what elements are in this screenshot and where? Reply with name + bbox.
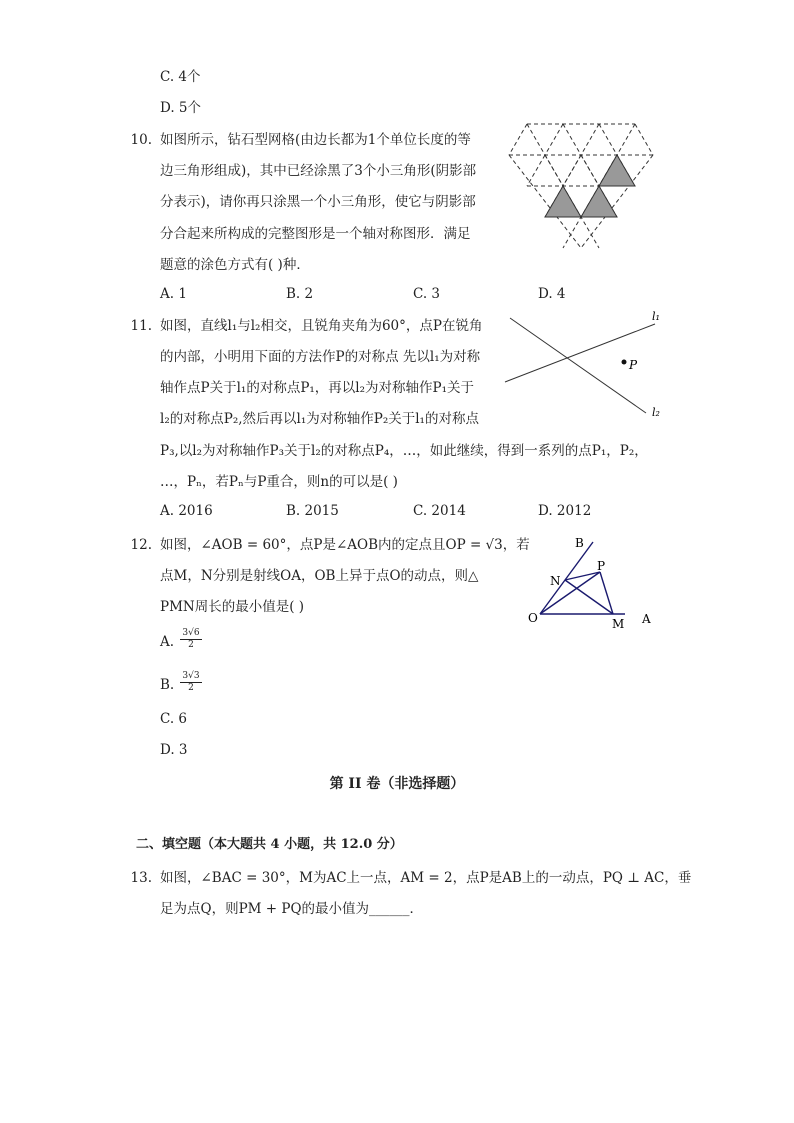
question-11-line-3: 轴作点P关于l₁的对称点P₁，再以l₂为对称轴作P₁关于 (160, 380, 475, 396)
question-12-option-a-fraction (180, 628, 202, 650)
label-b: B (575, 536, 584, 550)
question-12-option-b-label[interactable]: B. (160, 677, 175, 693)
question-11-line-1: 如图，直线l₁与l₂相交，且锐角夹角为60°，点P在锐角 (160, 318, 483, 334)
question-10-line-3: 分表示)，请你再只涂黑一个小三角形，使它与阴影部 (160, 194, 476, 210)
label-l2: l₂ (652, 406, 660, 419)
question-13-number: 13. (130, 870, 152, 886)
question-10-option-d[interactable]: D. 4 (538, 286, 566, 302)
option-d-prev: D. 5个 (160, 100, 202, 116)
question-10-option-c[interactable]: C. 3 (413, 286, 441, 302)
question-10-line-4: 分合起来所构成的完整图形是一个轴对称图形．满足 (160, 226, 471, 242)
question-11-line-5: P₃,以l₂为对称轴作P₃关于l₂的对称点P₄，…，如此继续，得到一系列的点P₁，P₂， (160, 443, 648, 459)
question-11-number: 11. (130, 318, 152, 334)
question-12-line-1: 如图，∠AOB = 60°，点P是∠AOB内的定点且OP = √3，若 (160, 537, 530, 553)
question-13-line-2: 足为点Q，则PM + PQ的最小值为______． (160, 901, 424, 917)
label-p: P (629, 358, 638, 372)
fraction-b-numerator: 3√3 (180, 671, 202, 683)
question-12-number: 12. (130, 537, 152, 553)
diamond-grid-figure (500, 120, 660, 255)
question-12-option-c[interactable]: C. 6 (160, 711, 188, 727)
question-11-option-a[interactable]: A. 2016 (160, 503, 213, 519)
question-10-line-5: 题意的涂色方式有( )种． (160, 257, 310, 273)
fraction-a-numerator: 3√6 (180, 628, 202, 640)
angle-aob-figure (525, 532, 665, 632)
question-11-line-6: …，Pₙ，若Pₙ与P重合，则n的可以是( ) (160, 474, 398, 490)
question-11-option-d[interactable]: D. 2012 (538, 503, 592, 519)
question-10-number: 10. (130, 132, 152, 148)
question-12-option-b-fraction (180, 671, 202, 693)
fraction-a-denominator: 2 (188, 640, 194, 650)
question-11-option-b[interactable]: B. 2015 (286, 503, 339, 519)
question-11-line-2: 的内部，小明用下面的方法作P的对称点 先以l₁为对称 (160, 349, 481, 365)
question-12-option-a-label[interactable]: A. (160, 634, 175, 650)
label-l1: l₁ (652, 310, 660, 323)
question-12-option-d[interactable]: D. 3 (160, 742, 188, 758)
question-10-line-2: 边三角形组成)，其中已经涂黑了3个小三角形(阴影部 (160, 163, 477, 179)
label-n: N (550, 574, 561, 588)
section-2-title: 第 II 卷（非选择题） (329, 776, 465, 792)
question-12-line-3: PMN周长的最小值是( ) (160, 599, 305, 615)
label-o: O (528, 611, 538, 625)
question-11-option-c[interactable]: C. 2014 (413, 503, 466, 519)
question-10-option-b[interactable]: B. 2 (286, 286, 314, 302)
option-c-prev: C. 4个 (160, 69, 201, 85)
label-p-12: P (597, 559, 606, 573)
question-10-option-a[interactable]: A. 1 (160, 286, 187, 302)
question-12-line-2: 点M，N分别是射线OA，OB上异于点O的动点，则△ (160, 568, 479, 584)
intersecting-lines-figure (500, 308, 670, 423)
question-13-line-1: 如图，∠BAC = 30°，M为AC上一点，AM = 2，点P是AB上的一动点，PQ ⊥ AC，垂 (160, 870, 692, 886)
label-m: M (612, 617, 625, 631)
fraction-b-denominator: 2 (188, 683, 194, 693)
question-11-line-4: l₂的对称点P₂,然后再以l₁为对称轴作P₂关于l₁的对称点 (160, 411, 479, 427)
section-2-heading: 二、填空题（本大题共 4 小题，共 12.0 分） (136, 837, 403, 852)
label-a: A (642, 612, 651, 626)
question-10-line-1: 如图所示，钻石型网格(由边长都为1个单位长度的等 (160, 132, 471, 148)
